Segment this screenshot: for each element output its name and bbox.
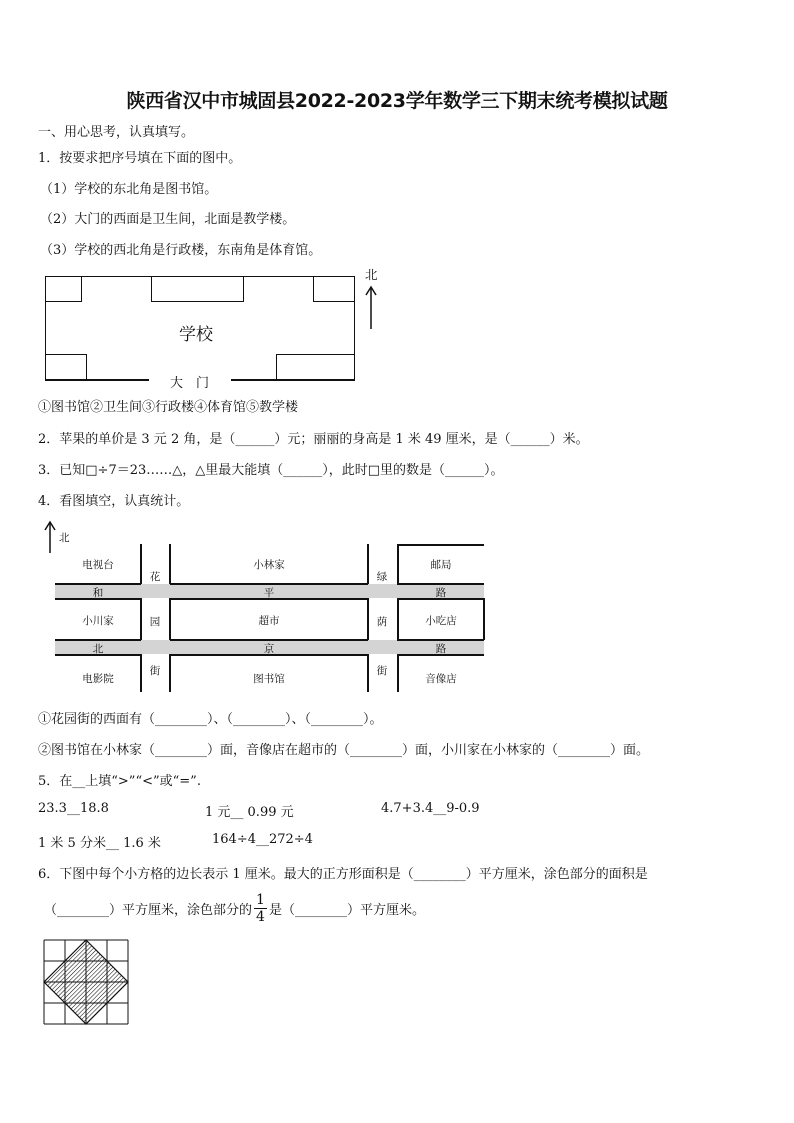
- place-xiaolin-home: 小林家: [253, 559, 285, 571]
- place-post-office: 邮局: [430, 559, 452, 571]
- street-label-jie-2: 街: [376, 665, 388, 677]
- q5-expr-1: 23.3__18.8: [38, 801, 109, 816]
- q1-stem: 1．按要求把序号填在下面的图中。: [38, 151, 242, 166]
- shaded-diamond: [44, 940, 128, 1024]
- fraction-numerator: 1: [256, 892, 265, 908]
- q4-answer-2: ②图书馆在小林家（________）面，音像店在超市的（________）面，小川家在小林家的（________）面。: [38, 743, 650, 758]
- street-label-yuan: 园: [149, 616, 161, 628]
- building-slot-north[interactable]: [151, 276, 244, 302]
- street-label-hua: 花: [149, 571, 161, 583]
- building-slot-southeast[interactable]: [276, 354, 355, 380]
- building-slot-northeast[interactable]: [313, 276, 355, 302]
- block-edge: [397, 544, 484, 546]
- map-north-label: 北: [59, 532, 70, 544]
- building-slot-southwest[interactable]: [45, 354, 87, 380]
- road-label-he: 和: [92, 587, 104, 599]
- road-label-lu-2: 路: [435, 643, 447, 655]
- q6-line-2-part-a: （________）平方厘米，涂色部分的: [44, 903, 253, 918]
- road-label-ping: 平: [263, 587, 275, 599]
- q5-stem: 5．在__上填“>”“<”或“=”.: [38, 774, 201, 789]
- place-xiaochuan-home: 小川家: [82, 615, 114, 627]
- q1-condition-3: （3）学校的西北角是行政楼，东南角是体育馆。: [40, 243, 322, 258]
- q5-expr-2: 1 元__ 0.99 元: [205, 805, 294, 820]
- place-snack-shop: 小吃店: [425, 615, 457, 627]
- q3-text: 3．已知□÷7＝23……△，△里最大能填（______），此时□里的数是（______）。: [38, 463, 504, 478]
- map-north-arrow-icon: [43, 520, 57, 554]
- fraction-denominator: 4: [256, 909, 265, 925]
- q4-stem: 4．看图填空，认真统计。: [38, 494, 190, 509]
- fraction-one-quarter: [254, 893, 267, 924]
- place-supermarket: 超市: [258, 615, 280, 627]
- place-cinema: 电影院: [82, 673, 114, 685]
- road-label-bei: 北: [92, 643, 104, 655]
- grid-figure: [43, 939, 129, 1025]
- road-label-jing: 京: [263, 643, 275, 655]
- q1-condition-2: （2）大门的西面是卫生间，北面是教学楼。: [40, 212, 296, 227]
- street-label-jie-1: 街: [149, 665, 161, 677]
- q6-line-2-part-b: 是（________）平方厘米。: [268, 903, 425, 918]
- section-heading: 一、用心思考，认真填写。: [38, 125, 195, 140]
- q1-options: ①图书馆②卫生间③行政楼④体育馆⑤教学楼: [38, 400, 299, 415]
- q6-line-1: 6．下图中每个小方格的边长表示 1 厘米。最大的正方形面积是（________）平方厘米，涂色部分的面积是: [38, 867, 648, 882]
- q6-line-2: [44, 893, 425, 924]
- page-title: 陕西省汉中市城固县2022-2023学年数学三下期末统考模拟试题: [126, 90, 668, 112]
- q5-expr-5: 164÷4__272÷4: [212, 832, 313, 847]
- q1-condition-1: （1）学校的东北角是图书馆。: [40, 182, 218, 197]
- place-audio-store: 音像店: [425, 673, 457, 685]
- street-label-lv: 绿: [376, 571, 388, 583]
- place-tv-station: 电视台: [82, 559, 114, 571]
- q5-expr-3: 4.7+3.4__9-0.9: [381, 801, 480, 816]
- street-label-yin: 荫: [376, 616, 388, 628]
- building-slot-northwest[interactable]: [45, 276, 82, 302]
- school-label: 学校: [179, 325, 213, 345]
- road-label-lu-1: 路: [435, 587, 447, 599]
- north-arrow-icon: [364, 284, 378, 330]
- north-label: 北: [365, 267, 378, 282]
- q5-expr-4: 1 米 5 分米__ 1.6 米: [38, 836, 161, 851]
- q4-answer-1: ①花园街的西面有（________）、（________）、（________）。: [38, 712, 383, 727]
- place-library: 图书馆: [253, 673, 285, 685]
- gate-label: 大 门: [170, 376, 210, 391]
- q2-text: 2．苹果的单价是 3 元 2 角，是（______）元；丽丽的身高是 1 米 49 厘米，是（______）米。: [38, 432, 589, 447]
